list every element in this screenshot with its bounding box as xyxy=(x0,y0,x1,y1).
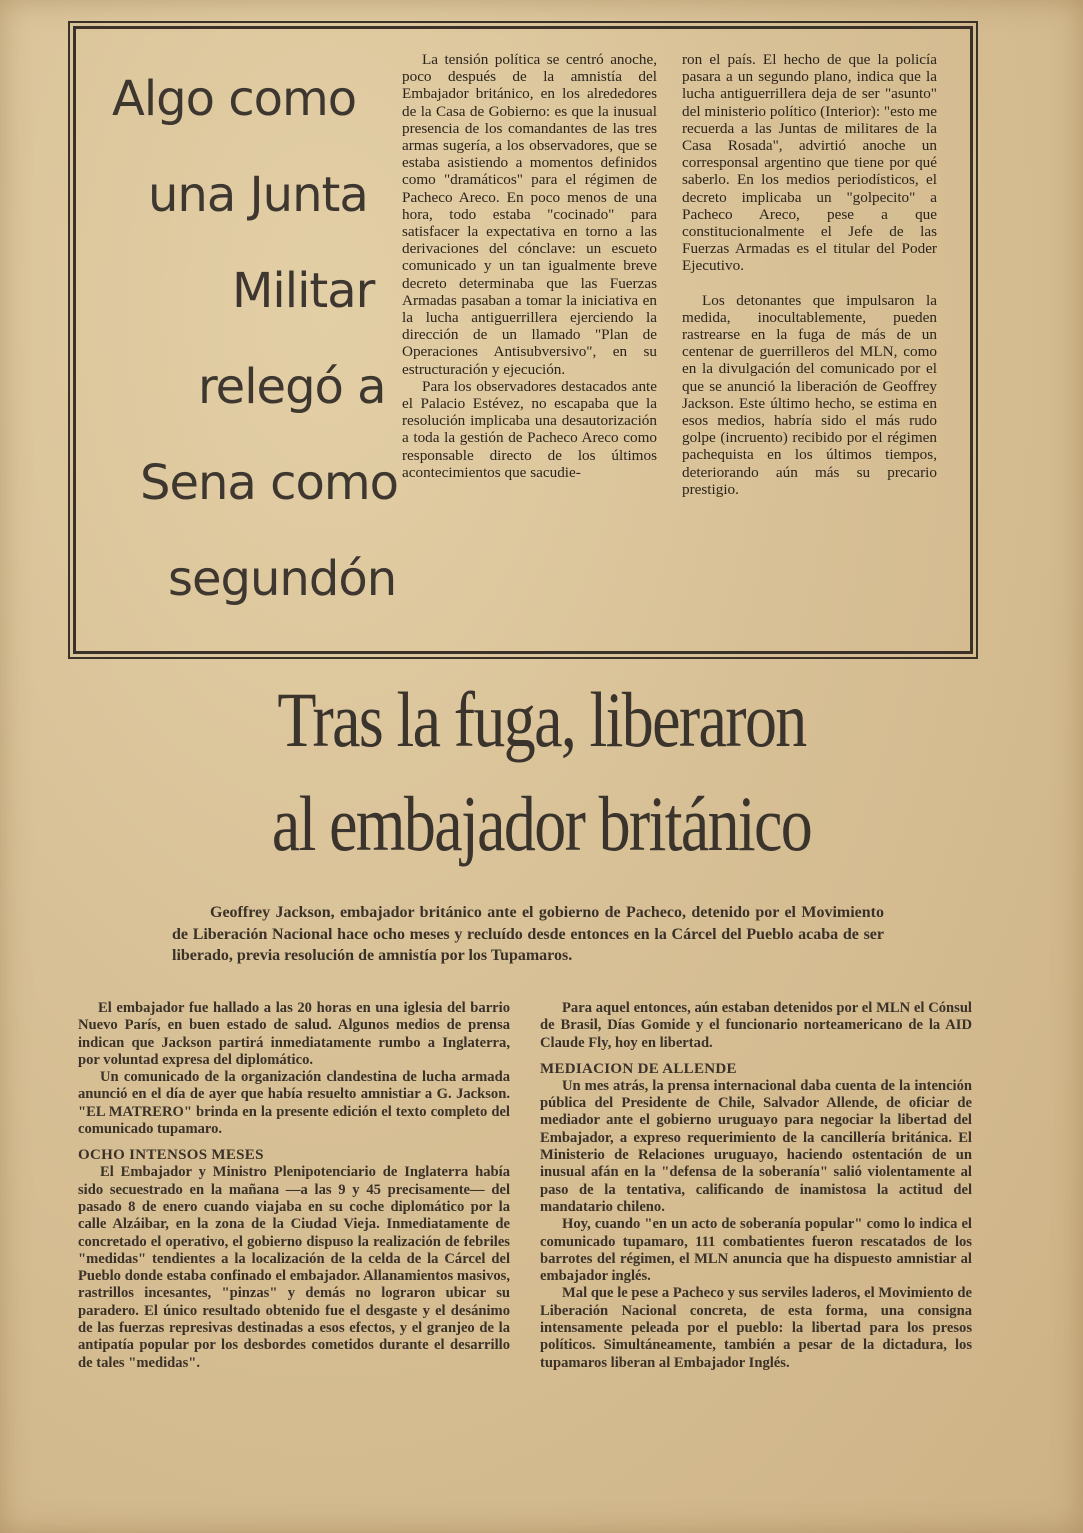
paragraph: Un mes atrás, la prensa internacional daba cuenta de la intención pública del Presidente de Chile, Salvador Allende, de oficiar de mediador ante el gobierno uruguayo para negociar la libertad del Embajador, a expreso requerimiento de la cancillería británica. El Ministerio de Relaciones uruguayo, haciendo ostentación de un inusual afán en la "defensa de la soberanía" salió violentamente al paso de la tentativa, calificando de inamistosa la actitud del mandatario chileno. xyxy=(540,1077,972,1215)
main-headline-line: al embajador británico xyxy=(271,780,812,867)
paragraph: Para aquel entonces, aún estaban detenidos por el MLN el Cónsul de Brasil, Días Gomide y el funcionario norteamericano de la AID Claude Fly, hoy en libertad. xyxy=(540,1000,972,1051)
boxed-article xyxy=(73,26,973,654)
section-heading: OCHO INTENSOS MESES xyxy=(78,1147,264,1164)
boxed-article-column-2 xyxy=(682,51,937,498)
paragraph: ron el país. El hecho de que la policía pasara a un segundo plano, indica que la lucha antiguerrillera deja de ser "asunto" del ministerio político (Interior): "esto me recuerda a las Juntas de militares de la Casa Rosada", advirtió anoche un corresponsal argentino que tiene por qué saberlo. En los medios periodísticos, el decreto implicaba un "golpecito" a Pacheco Areco, pese a que constitucionalmente el Jefe de las Fuerzas Armadas es el titular del Poder Ejecutivo. xyxy=(682,51,937,275)
headline-line: Militar xyxy=(232,263,375,319)
headline-line: una Junta xyxy=(148,167,368,223)
headline-line: segundón xyxy=(168,551,397,607)
headline-line: relegó a xyxy=(198,359,386,415)
paragraph: Para los observadores destacados ante el Palacio Estévez, no escapaba que la resolución implicaba una desautorización a toda la gestión de Pacheco Areco como responsable directo de los últimos acontecimientos que sacudie- xyxy=(402,377,657,481)
headline-line: Sena como xyxy=(140,455,398,511)
section-heading: MEDIACION DE ALLENDE xyxy=(540,1060,737,1077)
main-headline xyxy=(147,668,937,876)
paragraph: El embajador fue hallado a las 20 horas en una iglesia del barrio Nuevo París, en buen estado de salud. Algunos medios de prensa indican que Jackson partirá inmediatamente rumbo a Inglaterra, por voluntad expresa del diplomático. xyxy=(78,1000,510,1068)
paragraph: Hoy, cuando "en un acto de soberanía popular" como lo indica el comunicado tupamaro, 111 combatientes fueron rescatados de los barrotes del régimen, el MLN anuncia que ha dispuesto amnistiar al embajador inglés. xyxy=(540,1216,972,1285)
boxed-article-headline xyxy=(106,51,406,627)
main-headline-line: Tras la fuga, liberaron xyxy=(277,676,806,763)
headline-line: Algo como xyxy=(112,71,357,127)
paragraph: Los detonantes que impulsaron la medida, inocultablemente, pueden rastrearse en la fuga de más de un centenar de guerrilleros del MLN, como en la divulgación del comunicado por el que se anunció la liberación de Geoffrey Jackson. Este último hecho, se estima en esos medios, habría sido el más rudo golpe (incruento) recibido por el régimen pachequista en los últimos tiempos, deteriorando aún más su precario prestigio. xyxy=(682,291,937,498)
paragraph: El Embajador y Ministro Plenipotenciario de Inglaterra había sido secuestrado en la mañana —a las 9 y 45 precisamente— del pasado 8 de enero cuando viajaba en su coche diplomático por la calle Alzáibar, en la zona de la Ciudad Vieja. Inmediatamente de concretado el operativo, el gobierno dispuso la realización de febriles "medidas" tendientes a la localización de la celda de la Cárcel del Pueblo donde estaba confinado el embajador. Allanamientos masivos, rastrillos incesantes, "pinzas" y demás no lograron ubicar su paradero. El único resultado obtenido fue el desgaste y el desánimo de las fuerzas represivas destinadas a esos efectos, y el granjeo de la antipatía popular por los desbordes cometidos durante el desarrillo de tales "medidas". xyxy=(78,1164,510,1371)
article-lead: Geoffrey Jackson, embajador británico ante el gobierno de Pacheco, detenido por el Movimiento de Liberación Nacional hace ocho meses y recluído desde entonces en la Cárcel del Pueblo acaba de ser liberado, previa resolución de amnistía por los Tupamaros. xyxy=(172,904,884,964)
boxed-article-column-1 xyxy=(402,51,657,481)
paragraph: Mal que le pese a Pacheco y sus serviles laderos, el Movimiento de Liberación Nacional concreta, de esta forma, una consigna intensamente peleada por el pueblo: la libertad para los presos políticos. Simultáneamente, también a pesar de la dictadura, los tupamaros liberan al Embajador Inglés. xyxy=(540,1285,972,1371)
article-column-1 xyxy=(78,1000,510,1372)
paragraph: La tensión política se centró anoche, poco después de la amnistía del Embajador británico, en los alrededores de la Casa de Gobierno: es que la inusual presencia de los comandantes de las tres armas sugería, a los observadores, que se estaba asistiendo a momentos definidos como "dramáticos" para el régimen de Pacheco Areco. En poco menos de una hora, todo estaba "cocinado" para satisfacer la expectativa en torno a las derivaciones del cónclave: un escueto comunicado y un tan igualmente breve decreto determinaba que las Fuerzas Armadas pasaban a tomar la iniciativa en la lucha antiguerrillera ejerciendo la dirección de un llamado "Plan de Operaciones Antisubversivo", en su estructuración y ejecución. xyxy=(402,51,657,378)
article-column-2 xyxy=(540,1000,972,1372)
paragraph: Un comunicado de la organización clandestina de lucha armada anunció en el día de ayer que había resuelto amnistiar a G. Jackson. "EL MATRERO" brinda en la presente edición el texto completo del comunicado tupamaro. xyxy=(78,1069,510,1138)
